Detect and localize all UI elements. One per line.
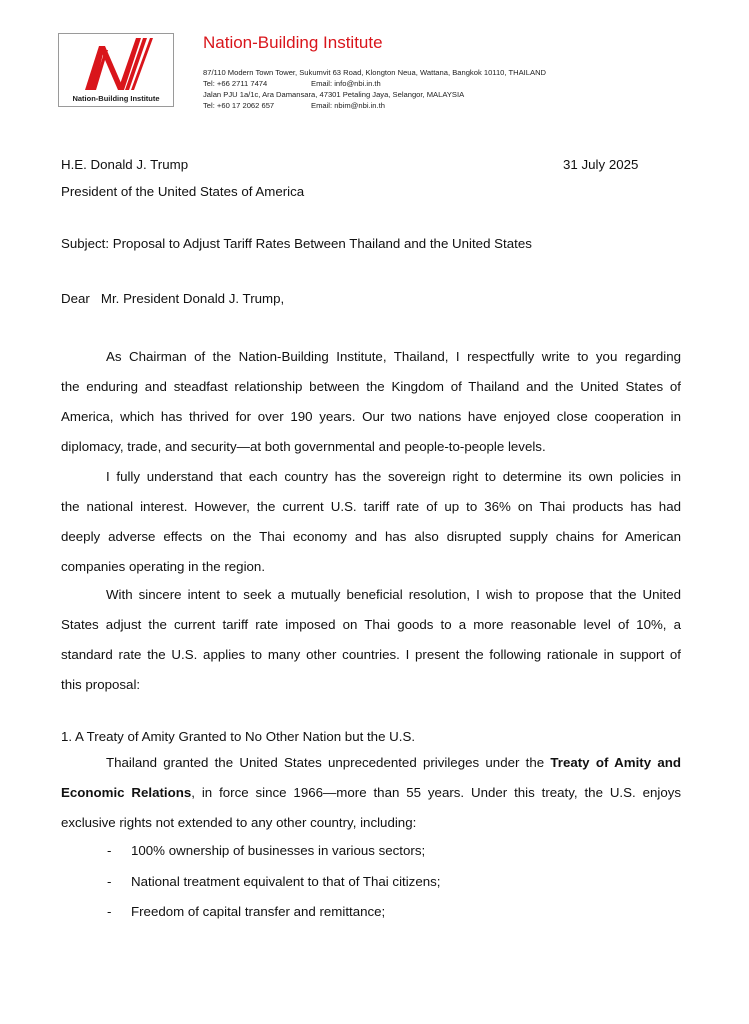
list-item-text: National treatment equivalent to that of Thai citizens; (131, 874, 441, 889)
bullet-dash: - (107, 904, 112, 919)
paragraph-line: the enduring and steadfast relationship between the Kingdom of Thailand and the United States of (61, 379, 681, 394)
thailand-tel: Tel: +66 2711 7474 (203, 79, 268, 88)
list-item (107, 843, 425, 858)
treaty-intro-text: Thailand granted the United States unprecedented privileges under the (106, 755, 551, 770)
letter-date: 31 July 2025 (563, 157, 639, 172)
institute-logo (58, 33, 174, 107)
paragraph-line: As Chairman of the Nation-Building Institute, Thailand, I respectfully write to you regarding (106, 349, 681, 364)
paragraph-line: diplomacy, trade, and security—at both governmental and people-to-people levels. (61, 439, 546, 454)
thailand-address: 87/110 Modern Town Tower, Sukumvit 63 Road, Klongton Neua, Wattana, Bangkok 10110, THAILAND (203, 68, 547, 77)
subject-line: Subject: Proposal to Adjust Tariff Rates Between Thailand and the United States (61, 236, 532, 251)
section-1-paragraph (61, 748, 681, 838)
paragraph-line: With sincere intent to seek a mutually beneficial resolution, I wish to propose that the United (106, 587, 681, 602)
paragraph-line: exclusive rights not extended to any other country, including: (61, 815, 417, 830)
list-item-text: Freedom of capital transfer and remittance; (131, 904, 386, 919)
recipient-title: President of the United States of America (61, 184, 305, 199)
thailand-contact (203, 79, 381, 88)
recipient-name: H.E. Donald J. Trump (61, 157, 189, 172)
paragraph-line: I fully understand that each country has the sovereign right to determine its own policies in (106, 469, 681, 484)
salutation: Dear Mr. President Donald J. Trump, (61, 291, 285, 306)
institute-name: Nation-Building Institute (203, 33, 383, 52)
paragraph-line: the national interest. However, the current U.S. tariff rate of up to 36% on Thai products has had (61, 499, 681, 514)
paragraph-line: States adjust the current tariff rate imposed on Thai goods to a more reasonable level of 10%, a (61, 617, 681, 632)
thailand-email: Email: info@nbi.in.th (311, 79, 381, 88)
logo-caption: Nation-Building Institute (72, 94, 160, 103)
treaty-name-part-2: Economic Relations (61, 785, 192, 800)
paragraph-line: America, which has thrived for over 190 years. Our two nations have enjoyed close cooperation in (61, 409, 681, 424)
body-paragraph-2 (61, 462, 681, 582)
list-item-text: 100% ownership of businesses in various sectors; (131, 843, 426, 858)
malaysia-address: Jalan PJU 1a/1c, Ara Damansara, 47301 Petaling Jaya, Selangor, MALAYSIA (203, 90, 465, 99)
paragraph-line (61, 748, 681, 778)
bullet-dash: - (107, 874, 112, 889)
malaysia-contact (203, 101, 385, 110)
malaysia-tel: Tel: +60 17 2062 657 (203, 101, 275, 110)
paragraph-line: deeply adverse effects on the Thai economy and has also disrupted supply chains for American (61, 529, 681, 544)
section-1-heading: 1. A Treaty of Amity Granted to No Other Nation but the U.S. (61, 729, 416, 744)
list-item (107, 874, 440, 889)
body-paragraph-1 (61, 342, 681, 462)
paragraph-line: companies operating in the region. (61, 559, 266, 574)
body-paragraph-3 (61, 580, 681, 700)
paragraph-line: standard rate the U.S. applies to many other countries. I present the following rationale in support of (61, 647, 681, 662)
list-item (107, 904, 385, 919)
paragraph-line (61, 778, 681, 808)
treaty-since-text: , in force since 1966—more than 55 years. Under this treaty, the U.S. enjoys (191, 785, 682, 800)
nbi-logo-icon (81, 36, 155, 92)
paragraph-line: this proposal: (61, 677, 141, 692)
malaysia-email: Email: nbim@nbi.in.th (311, 101, 385, 110)
treaty-name-part-1: Treaty of Amity and (550, 755, 681, 770)
bullet-dash: - (107, 843, 112, 858)
